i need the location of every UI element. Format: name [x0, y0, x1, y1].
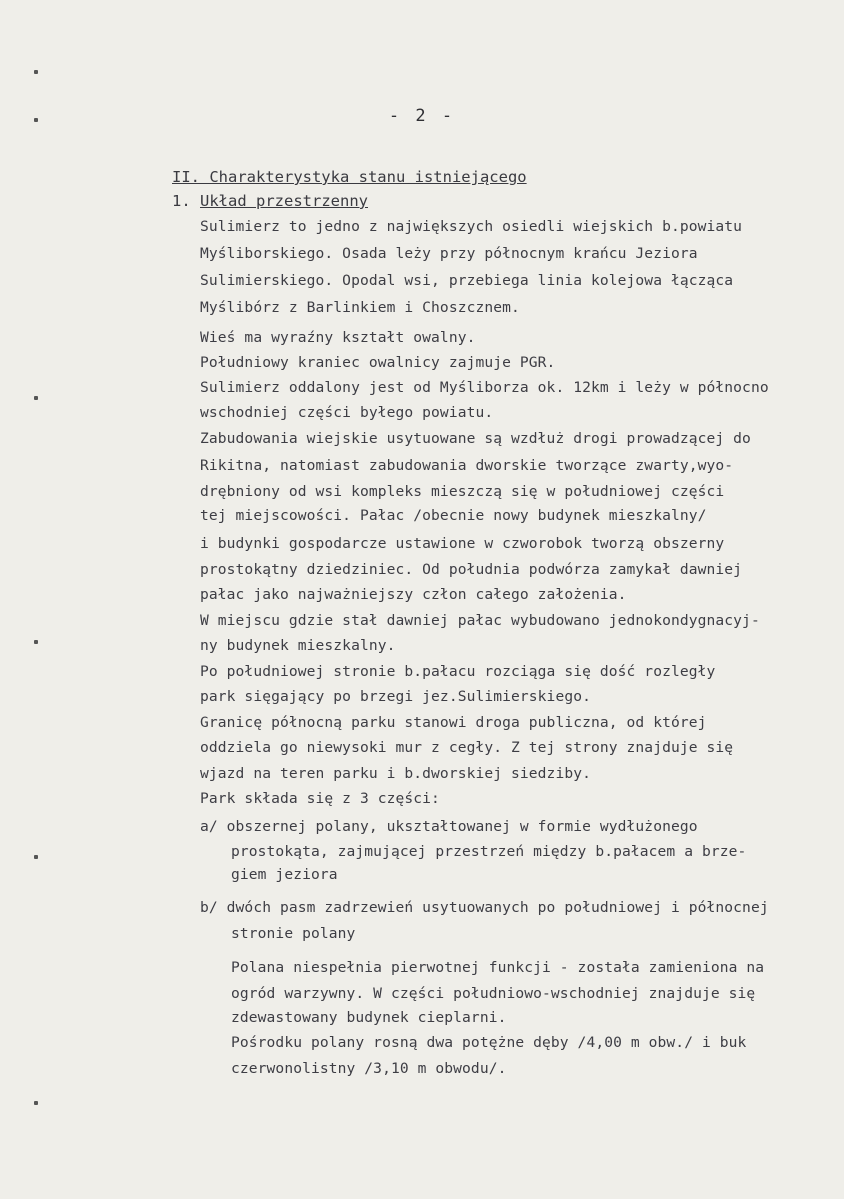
subsection-title: Układ przestrzenny — [200, 192, 368, 210]
binder-hole-mark — [34, 396, 38, 400]
list-item-b: b/ dwóch pasm zadrzewień usytuowanych po południowej i północnej — [200, 899, 769, 916]
section-heading: II. Charakterystyka stanu istniejącego — [172, 168, 527, 186]
text-line: wschodniej części byłego powiatu. — [200, 404, 494, 421]
text-line: wjazd na teren parku i b.dworskiej siedziby. — [200, 765, 591, 782]
text-line: Polana niespełnia pierwotnej funkcji - została zamieniona na — [231, 959, 765, 976]
text-line: Sulimierz to jedno z największych osiedli wiejskich b.powiatu — [200, 218, 743, 235]
binder-hole-mark — [34, 118, 38, 122]
text-line: park sięgający po brzegi jez.Sulimierskiego. — [200, 688, 591, 705]
text-line: W miejscu gdzie stał dawniej pałac wybudowano jednokondygnacyj- — [200, 612, 760, 629]
text-line: Sulimierz oddalony jest od Myśliborza ok. 12km i leży w północno — [200, 379, 769, 396]
text-line: Południowy kraniec owalnicy zajmuje PGR. — [200, 354, 556, 371]
text-line: drębniony od wsi kompleks mieszczą się w południowej części — [200, 483, 725, 500]
text-line: Sulimierskiego. Opodal wsi, przebiega linia kolejowa łącząca — [200, 272, 734, 289]
text-line: i budynki gospodarcze ustawione w czworobok tworzą obszerny — [200, 535, 725, 552]
text-line: Myślibórz z Barlinkiem i Choszcznem. — [200, 299, 520, 316]
subsection-heading — [172, 192, 368, 210]
text-line: Granicę północną parku stanowi droga publiczna, od której — [200, 714, 707, 731]
text-line: stronie polany — [231, 925, 356, 942]
text-line: oddziela go niewysoki mur z cegły. Z tej strony znajduje się — [200, 739, 734, 756]
text-line: Park składa się z 3 części: — [200, 790, 440, 807]
text-line: Rikitna, natomiast zabudowania dworskie tworzące zwarty,wyo- — [200, 457, 734, 474]
text-line: Zabudowania wiejskie usytuowane są wzdłuż drogi prowadzącej do — [200, 430, 751, 447]
text-line: Pośrodku polany rosną dwa potężne dęby /4,00 m obw./ i buk — [231, 1034, 747, 1051]
text-line: zdewastowany budynek cieplarni. — [231, 1009, 507, 1026]
text-line: czerwonolistny /3,10 m obwodu/. — [231, 1060, 507, 1077]
subsection-number: 1. — [172, 192, 191, 210]
list-item-a: a/ obszernej polany, ukształtowanej w formie wydłużonego — [200, 818, 698, 835]
text-line: tej miejscowości. Pałac /obecnie nowy budynek mieszkalny/ — [200, 507, 707, 524]
text-line: Wieś ma wyraźny kształt owalny. — [200, 329, 476, 346]
text-line: prostokątny dziedziniec. Od południa podwórza zamykał dawniej — [200, 561, 743, 578]
binder-hole-mark — [34, 70, 38, 74]
binder-hole-mark — [34, 1101, 38, 1105]
page-number: - 2 - — [388, 106, 456, 126]
text-line: ogród warzywny. W części południowo-wschodniej znajduje się — [231, 985, 756, 1002]
text-line: prostokąta, zajmującej przestrzeń między b.pałacem a brze- — [231, 843, 747, 860]
binder-hole-mark — [34, 855, 38, 859]
text-line: pałac jako najważniejszy człon całego założenia. — [200, 586, 627, 603]
binder-hole-mark — [34, 640, 38, 644]
text-line: Po południowej stronie b.pałacu rozciąga się dość rozległy — [200, 663, 716, 680]
text-line: Myśliborskiego. Osada leży przy północnym krańcu Jeziora — [200, 245, 698, 262]
text-line: giem jeziora — [231, 866, 338, 883]
text-line: ny budynek mieszkalny. — [200, 637, 396, 654]
